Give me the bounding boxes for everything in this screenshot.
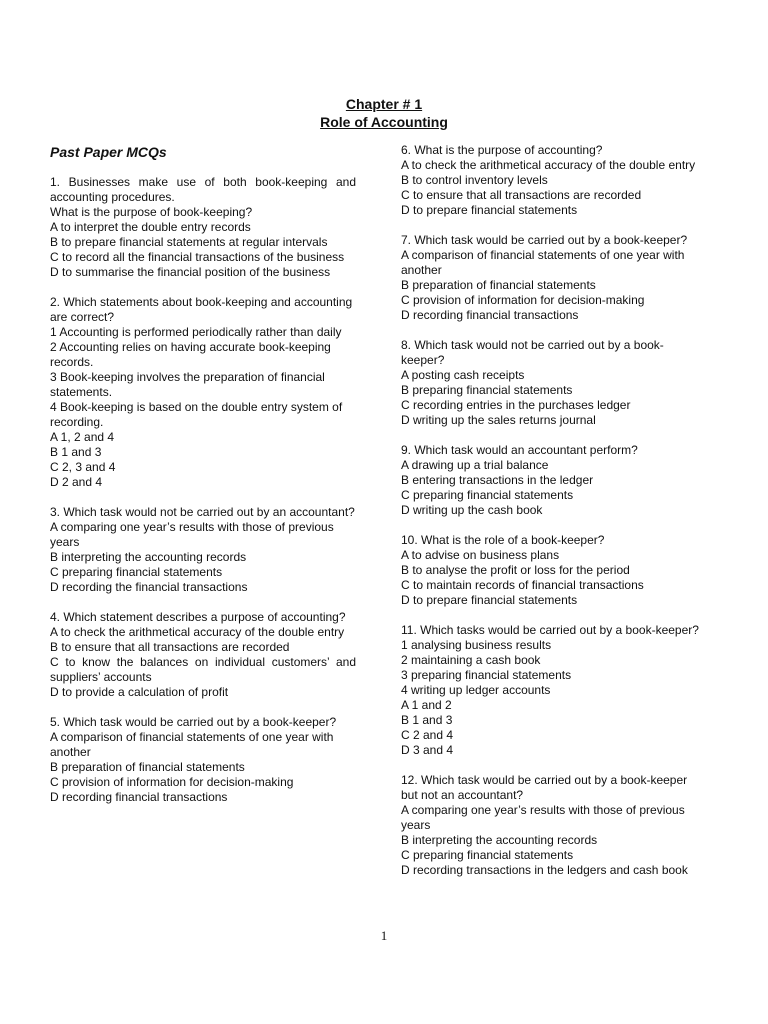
- question-option: D writing up the sales returns journal: [401, 413, 596, 427]
- question-option: A to advise on business plans: [401, 548, 560, 562]
- chapter-heading: [0, 95, 768, 131]
- page-number: 1: [380, 928, 388, 943]
- question-option: 2 Accounting relies on having accurate book-keeping records.: [50, 340, 331, 369]
- question-stem: 12. Which task would be carried out by a book-keeper but not an accountant?: [401, 773, 688, 802]
- question-option: C to record all the financial transactions of the business: [50, 250, 345, 264]
- question-option: D recording the financial transactions: [50, 580, 248, 594]
- question-stem: 5. Which task would be carried out by a book-keeper?: [50, 715, 337, 729]
- question-item: [401, 338, 700, 428]
- question-item: [401, 443, 700, 518]
- question-item: [401, 773, 700, 878]
- question-option: B preparation of financial statements: [401, 278, 596, 292]
- question-item: [50, 505, 356, 595]
- question-option: A 1 and 2: [401, 698, 452, 712]
- question-item: [401, 533, 700, 608]
- question-option: 4 Book-keeping is based on the double entry system of recording.: [50, 400, 343, 429]
- question-option: C to know the balances on individual customers’ and suppliers’ accounts: [50, 655, 356, 684]
- question-option: C provision of information for decision-making: [401, 293, 645, 307]
- question-item: [50, 295, 356, 490]
- question-stem: 9. Which task would an accountant perform?: [401, 443, 638, 457]
- question-option: A posting cash receipts: [401, 368, 525, 382]
- question-option: What is the purpose of book-keeping?: [50, 205, 253, 219]
- question-option: C 2 and 4: [401, 728, 454, 742]
- question-stem: 1. Businesses make use of both book-keeping and accounting procedures.: [50, 175, 356, 204]
- question-option: B to control inventory levels: [401, 173, 548, 187]
- question-option: C recording entries in the purchases ledger: [401, 398, 631, 412]
- question-option: B interpreting the accounting records: [50, 550, 247, 564]
- question-option: D recording transactions in the ledgers and cash book: [401, 863, 688, 877]
- question-item: [401, 143, 700, 218]
- question-option: D 2 and 4: [50, 475, 103, 489]
- question-option: B entering transactions in the ledger: [401, 473, 594, 487]
- question-option: C to maintain records of financial transactions: [401, 578, 644, 592]
- question-option: C preparing financial statements: [50, 565, 223, 579]
- question-item: [50, 610, 356, 700]
- question-option: B preparation of financial statements: [50, 760, 245, 774]
- question-stem: 8. Which task would not be carried out by a book-keeper?: [401, 338, 664, 367]
- right-question-list: [401, 143, 700, 878]
- question-item: [50, 715, 356, 805]
- question-item: [401, 233, 700, 323]
- question-option: D recording financial transactions: [50, 790, 228, 804]
- question-stem: 3. Which task would not be carried out by an accountant?: [50, 505, 355, 519]
- question-option: 2 maintaining a cash book: [401, 653, 541, 667]
- section-heading: Past Paper MCQs: [50, 144, 167, 160]
- question-option: C 2, 3 and 4: [50, 460, 116, 474]
- question-option: C provision of information for decision-making: [50, 775, 294, 789]
- question-stem: 7. Which task would be carried out by a book-keeper?: [401, 233, 688, 247]
- question-option: C preparing financial statements: [401, 848, 574, 862]
- question-option: D to summarise the financial position of the business: [50, 265, 331, 279]
- question-option: D 3 and 4: [401, 743, 454, 757]
- question-option: A comparison of financial statements of one year with another: [50, 730, 334, 759]
- question-option: B to prepare financial statements at regular intervals: [50, 235, 328, 249]
- question-option: C preparing financial statements: [401, 488, 574, 502]
- question-item: [50, 175, 356, 280]
- question-option: D writing up the cash book: [401, 503, 543, 517]
- question-stem: 11. Which tasks would be carried out by a book-keeper?: [401, 623, 699, 637]
- question-option: B to ensure that all transactions are recorded: [50, 640, 290, 654]
- question-option: 3 Book-keeping involves the preparation of financial statements.: [50, 370, 325, 399]
- question-option: A to check the arithmetical accuracy of the double entry: [50, 625, 345, 639]
- question-option: B 1 and 3: [401, 713, 453, 727]
- left-question-list: [50, 175, 356, 805]
- question-option: A comparison of financial statements of one year with another: [401, 248, 685, 277]
- question-option: A comparing one year’s results with those of previous years: [401, 803, 685, 832]
- question-option: 1 Accounting is performed periodically rather than daily: [50, 325, 342, 339]
- question-stem: 2. Which statements about book-keeping and accounting are correct?: [50, 295, 353, 324]
- question-option: 3 preparing financial statements: [401, 668, 572, 682]
- chapter-number: Chapter # 1: [345, 96, 423, 112]
- question-option: 1 analysing business results: [401, 638, 552, 652]
- question-option: D to prepare financial statements: [401, 203, 578, 217]
- question-stem: 10. What is the role of a book-keeper?: [401, 533, 605, 547]
- question-option: B to analyse the profit or loss for the period: [401, 563, 630, 577]
- right-column: [401, 143, 700, 893]
- chapter-title: Role of Accounting: [320, 114, 448, 130]
- question-option: A to check the arithmetical accuracy of the double entry: [401, 158, 696, 172]
- question-option: A comparing one year’s results with those of previous years: [50, 520, 334, 549]
- question-option: D recording financial transactions: [401, 308, 579, 322]
- question-option: B 1 and 3: [50, 445, 102, 459]
- question-option: D to provide a calculation of profit: [50, 685, 229, 699]
- left-column: [50, 143, 356, 820]
- question-stem: 4. Which statement describes a purpose of accounting?: [50, 610, 346, 624]
- question-option: D to prepare financial statements: [401, 593, 578, 607]
- question-option: A to interpret the double entry records: [50, 220, 251, 234]
- question-option: B preparing financial statements: [401, 383, 573, 397]
- question-option: A drawing up a trial balance: [401, 458, 549, 472]
- question-option: A 1, 2 and 4: [50, 430, 115, 444]
- question-stem: 6. What is the purpose of accounting?: [401, 143, 603, 157]
- question-item: [401, 623, 700, 758]
- question-option: B interpreting the accounting records: [401, 833, 598, 847]
- question-option: C to ensure that all transactions are recorded: [401, 188, 642, 202]
- question-option: 4 writing up ledger accounts: [401, 683, 551, 697]
